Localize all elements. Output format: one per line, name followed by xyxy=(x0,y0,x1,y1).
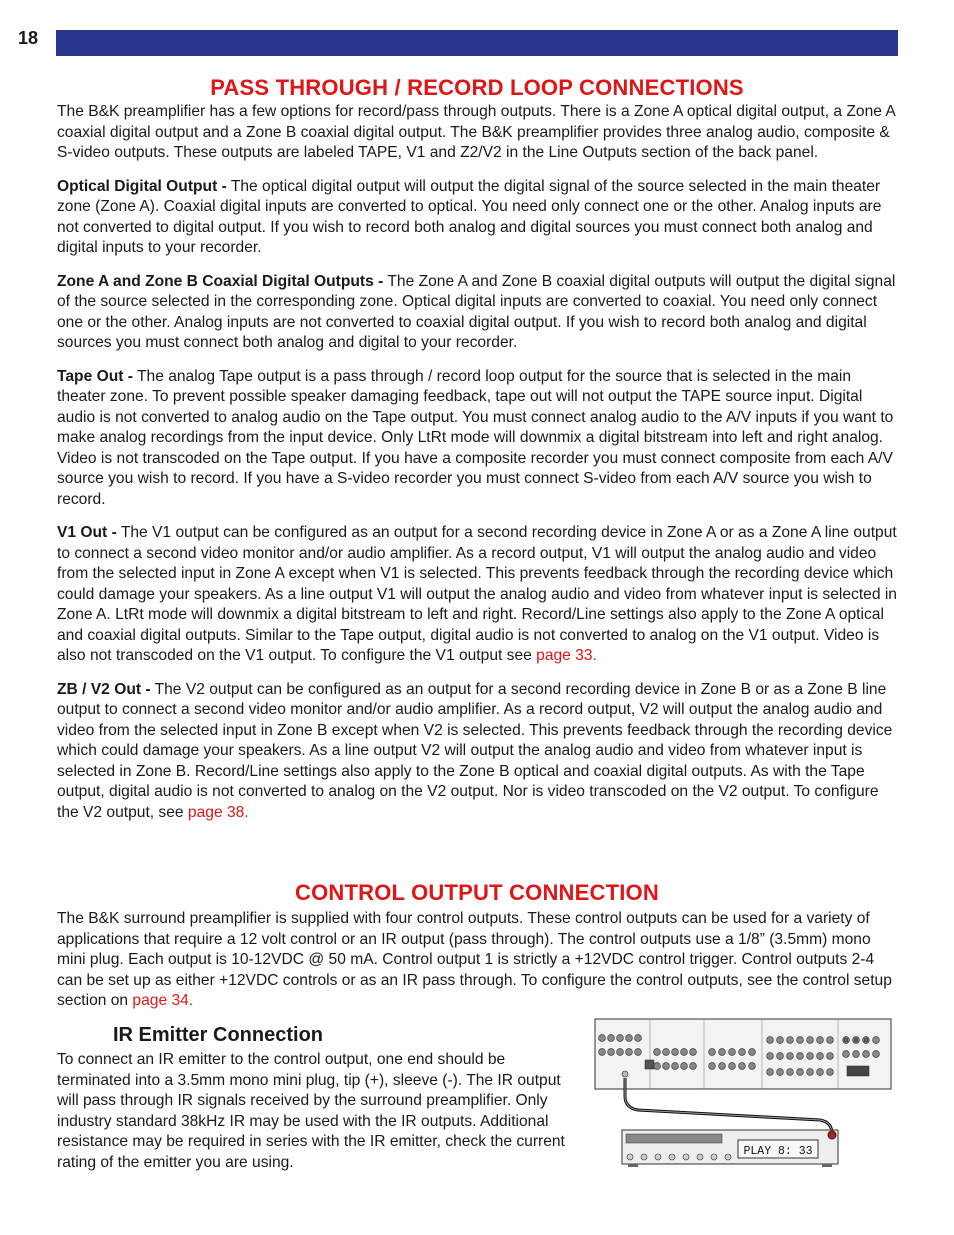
tape-paragraph xyxy=(57,367,897,511)
intro-paragraph: The B&K preamplifier has a few options for record/pass through outputs. There is a Zone A optical digital output, a Zone A coaxial digital output and a Zone B coaxial digital output. The B&K preamplifier provides three analog audio, composite & S-video outputs. These outputs are labeled TAPE, V1 and Z2/V2 in the Line Outputs section of the back panel. xyxy=(57,103,895,161)
page-number: 18 xyxy=(18,28,39,48)
tape-text: The analog Tape output is a pass through / record loop output for the source that is selected in the main theater zone. To prevent possible speaker damaging feedback, tape out will not output the TAPE source input. Digital audio is not converted to analog audio on the Tape output. You must connect analog audio to the A/V inputs if you want to make analog recordings from the input device. Only LtRt mode will downmix a digital bitstream into left and right analog. Video is not transcoded on the Tape output. If you have a composite recorder you must connect composite from each A/V source you wish to record. If you have a S-video recorder you must connect S-video from each A/V source you wish to record. xyxy=(57,367,894,508)
control-paragraph xyxy=(57,909,897,1012)
header-bar xyxy=(56,30,898,56)
rs232-port xyxy=(847,1066,869,1076)
v2-page-link[interactable]: page 38. xyxy=(187,803,249,821)
coaxial-text: The Zone A and Zone B coaxial digital outputs will output the digital signal of the source selected in the corresponding zone. Optical digital inputs are converted to coaxial. You need only connect one or the other. Analog inputs are not converted to coaxial digital output. If you wish to record both analog and digital sources you must connect both analog and digital to your recorder. xyxy=(57,272,896,351)
control-text: The B&K surround preamplifier is supplied with four control outputs. These control outputs can be used for a variety of applications that require a 12 volt control or an IR output (pass through). The control outputs use a 1/8” (3.5mm) mono mini plug. Each output is 10-12VDC @ 50 mA. Control output 1 is strictly a +12VDC control trigger. Control outputs 2-4 can be set up as either +12VDC controls or as an IR pass through. To configure the control outputs, see the control setup section on xyxy=(57,910,892,1009)
preamp-back-panel xyxy=(595,1019,891,1089)
control-output-jack xyxy=(622,1071,628,1077)
device-display-text: PLAY 8: 33 xyxy=(743,1145,813,1158)
v2-lead: ZB / V2 Out - xyxy=(57,680,151,698)
v2-text: The V2 output can be configured as an output for a second recording device in Zone B or as a Zone B line output to connect a second video monitor and/or audio amplifier. As a record output, V2 will output the analog audio and video from the selected input in Zone B except when V2 is selected. This prevents feedback through the recording device which could damage your speakers. As a line output V2 will output the analog audio and video from whatever input is selected in Zone B. Record/Line settings also apply to the Zone B optical and coaxial digital outputs. As with the Tape output, digital audio is not converted to analog on the V2 output. Nor is video transcoded on the V2 output. To configure the V2 output, see xyxy=(57,680,893,821)
ir-emitter-title: IR Emitter Connection xyxy=(113,1024,324,1046)
coaxial-lead: Zone A and Zone B Coaxial Digital Outputs - xyxy=(57,272,384,290)
v1-page-link[interactable]: page 33. xyxy=(536,647,597,664)
section-title-control-output: CONTROL OUTPUT CONNECTION xyxy=(295,880,659,905)
section-title-pass-through: PASS THROUGH / RECORD LOOP CONNECTIONS xyxy=(210,75,744,100)
optical-paragraph xyxy=(57,177,897,259)
network-port xyxy=(645,1060,654,1069)
control-output-body xyxy=(57,909,897,1012)
ir-emitter xyxy=(828,1131,836,1139)
pass-through-body xyxy=(57,102,897,823)
optical-text: The optical digital output will output the digital signal of the source selected in the main theater zone (Zone A). Coaxial digital inputs are converted to optical. You need only connect one or the other. Analog inputs are not converted to digital output. If you wish to record both analog and digital sources you must connect both analog and digital inputs to your recorder. xyxy=(57,177,882,256)
v1-paragraph xyxy=(57,523,897,667)
ir-connection-diagram xyxy=(592,1016,896,1172)
source-device xyxy=(622,1130,838,1167)
v2-paragraph xyxy=(57,680,897,824)
ir-emitter-paragraph: To connect an IR emitter to the control output, one end should be terminated into a 3.5mm mono mini plug, tip (+), sleeve (-). The IR output will pass through IR signals received by the surround preamplifier. Only industry standard 38kHz IR may be used with the IR outputs. Additional resistance may be required in series with the IR emitter, check the current rating of the emitter you are using. xyxy=(57,1051,565,1171)
control-page-link[interactable]: page 34. xyxy=(132,992,194,1009)
optical-lead: Optical Digital Output - xyxy=(57,177,227,195)
v1-text: The V1 output can be configured as an output for a second recording device in Zone A or as a Zone A line output to connect a second video monitor and/or audio amplifier. As a record output, V1 will output the analog audio and video from the selected input in Zone A except when V1 is selected. This prevents feedback through the recording device which could damage your speakers. As a line output V1 will output the analog audio and video from whatever input is selected in Zone A. LtRt mode will downmix a digital bitstream to left and right. Record/Line settings also apply to the Zone A optical and coaxial digital outputs. Similar to the Tape output, digital audio is not converted to analog on the V1 output. Video is also not transcoded on the V1 output. To configure the V1 output see xyxy=(57,524,897,664)
coaxial-paragraph xyxy=(57,272,897,354)
tape-lead: Tape Out - xyxy=(57,367,133,385)
v1-lead: V1 Out - xyxy=(57,524,117,541)
